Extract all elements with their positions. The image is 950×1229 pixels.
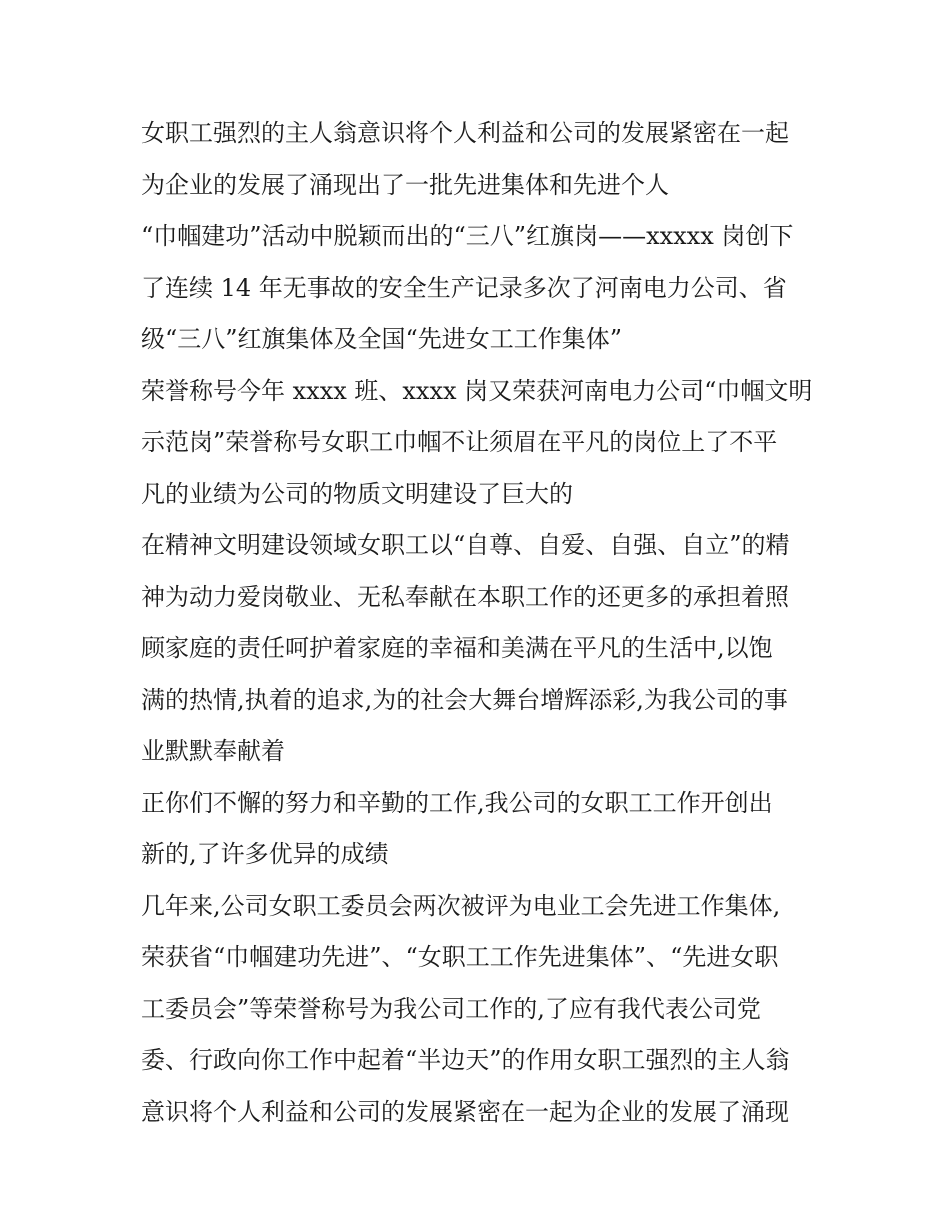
body-text: [141, 108, 841, 1138]
text-line: 级“三八”红旗集体及全国“先进女工工作集体”: [141, 325, 623, 353]
text-line: 业默默奉献着: [141, 737, 285, 765]
text-line: 新的,了许多优异的成绩: [141, 840, 389, 868]
text-line: 在精神文明建设领域女职工以“自尊、自爱、自强、自立”的精: [141, 531, 790, 559]
text-line: 荣誉称号今年 xxxx 班、xxxx 岗又荣获河南电力公司“巾帼文明: [141, 376, 813, 405]
text-line: 凡的业绩为公司的物质文明建设了巨大的: [141, 479, 573, 508]
text-line: 满的热情,执着的追求,为的社会大舞台增辉添彩,为我公司的事: [141, 685, 788, 714]
text-line: 女职工强烈的主人翁意识将个人利益和公司的发展紧密在一起: [141, 119, 789, 147]
text-line: 为企业的发展了涌现出了一批先进集体和先进个人: [141, 170, 669, 199]
text-line: 几年来,公司女职工委员会两次被评为电业工会先进工作集体,: [141, 891, 781, 920]
text-line: 顾家庭的责任呵护着家庭的幸福和美满在平凡的生活中,以饱: [141, 634, 773, 662]
text-line: 意识将个人利益和公司的发展紧密在一起为企业的发展了涌现: [141, 1097, 789, 1126]
text-line: 荣获省“巾帼建功先进”、“女职工工作先进集体”、“先进女职: [141, 943, 779, 971]
text-line: 示范岗”荣誉称号女职工巾帼不让须眉在平凡的岗位上了不平: [141, 428, 778, 456]
text-line: 神为动力爱岗敬业、无私奉献在本职工作的还更多的承担着照: [141, 582, 789, 611]
text-line: “巾帼建功”活动中脱颖而出的“三八”红旗岗——xxxxx 岗创下: [141, 222, 794, 250]
text-line: 正你们不懈的努力和辛勤的工作,我公司的女职工工作开创出: [141, 788, 773, 817]
text-line: 了连续 14 年无事故的安全生产记录多次了河南电力公司、省: [141, 273, 787, 302]
text-line: 工委员会”等荣誉称号为我公司工作的,了应有我代表公司党: [141, 994, 761, 1023]
text-line: 委、行政向你工作中起着“半边天”的作用女职工强烈的主人翁: [141, 1046, 790, 1074]
